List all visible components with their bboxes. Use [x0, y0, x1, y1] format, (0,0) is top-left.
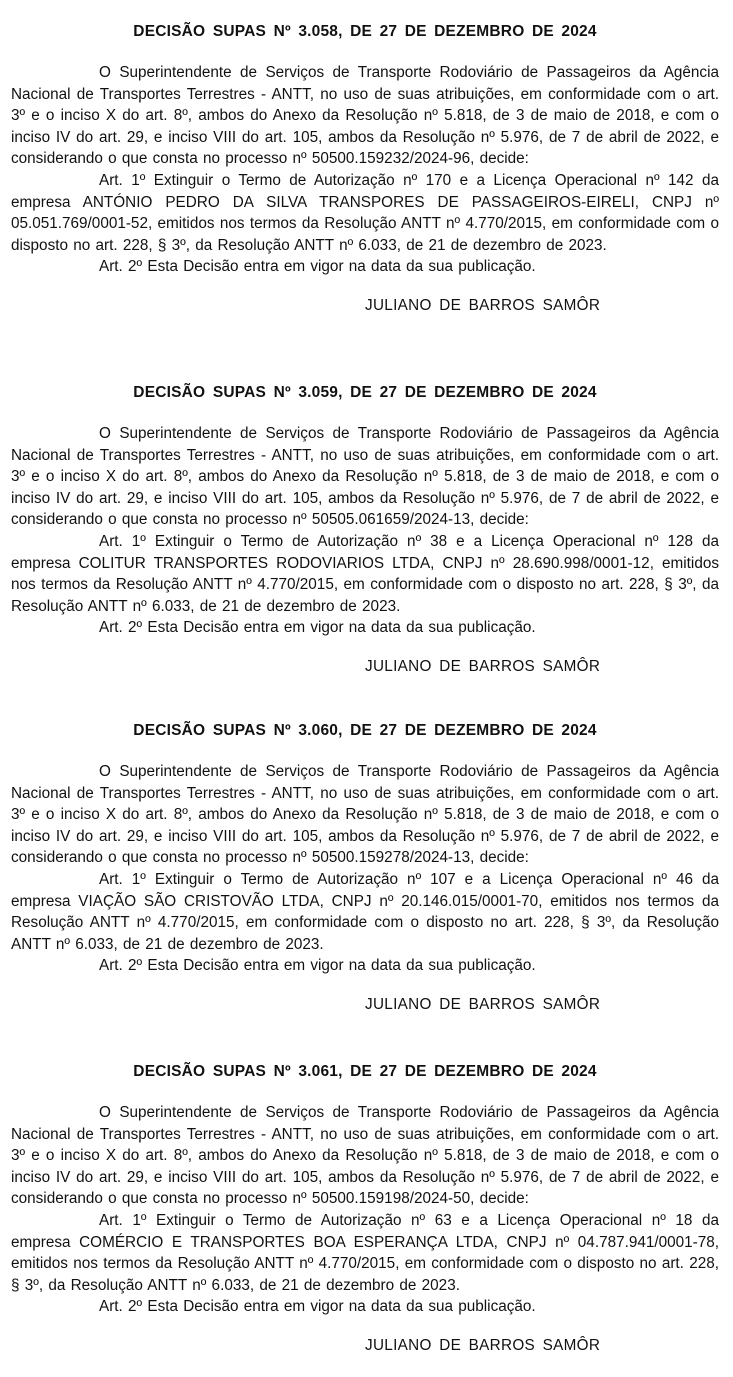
article-1: Art. 1º Extinguir o Termo de Autorização nº 107 e a Licença Operacional nº 46 da empresa VIAÇÃO SÃO CRISTOVÃO LTDA, CNPJ nº 20.146.015/0001-70, emitidos nos termos da Resolução ANTT nº 4.770/2015, em conformidade com o disposto no art. 228, § 3º, da Resolução ANTT nº 6.033, de 21 de dezembro de 2023. — [11, 870, 719, 953]
signature: JULIANO DE BARROS SAMÔR — [365, 657, 601, 675]
decision-3059 — [11, 383, 719, 677]
signature: JULIANO DE BARROS SAMÔR — [365, 995, 601, 1013]
article-1: Art. 1º Extinguir o Termo de Autorização nº 170 e a Licença Operacional nº 142 da empresa ANTÓNIO PEDRO DA SILVA TRANSPORES DE PASSAGEIROS-EIRELI, CNPJ nº 05.051.769/0001-52, emitidos nos termos da Resolução ANTT nº 4.770/2015, em conformidade com o disposto no art. 228, § 3º, da Resolução ANTT nº 6.033, de 21 de dezembro de 2023. — [11, 171, 719, 254]
decision-3061 — [11, 1062, 719, 1356]
article-2: Art. 2º Esta Decisão entra em vigor na data da sua publicação. — [99, 1298, 536, 1316]
decision-preamble: O Superintendente de Serviços de Transporte Rodoviário de Passageiros da Agência Nacional de Transportes Terrestres - ANTT, no uso de suas atribuições, em conformidade com o art. 3º e o inciso X do art. 8º, ambos do Anexo da Resolução nº 5.818, de 3 de maio de 2018, e com o inciso IV do art. 29, e inciso VIII do art. 105, ambos da Resolução nº 5.976, de 7 de abril de 2022, e considerando o que consta no processo nº 50500.159232/2024-96, decide: — [11, 64, 719, 168]
decision-title: DECISÃO SUPAS Nº 3.059, DE 27 DE DEZEMBRO DE 2024 — [133, 384, 597, 401]
decision-title: DECISÃO SUPAS Nº 3.061, DE 27 DE DEZEMBRO DE 2024 — [133, 1063, 597, 1080]
article-1: Art. 1º Extinguir o Termo de Autorização nº 38 e a Licença Operacional nº 128 da empresa COLITUR TRANSPORTES RODOVIARIOS LTDA, CNPJ nº 28.690.998/0001-12, emitidos nos termos da Resolução ANTT nº 4.770/2015, em conformidade com o disposto no art. 228, § 3º, da Resolução ANTT nº 6.033, de 21 de dezembro de 2023. — [11, 532, 719, 615]
article-1: Art. 1º Extinguir o Termo de Autorização nº 63 e a Licença Operacional nº 18 da empresa COMÉRCIO E TRANSPORTES BOA ESPERANÇA LTDA, CNPJ nº 04.787.941/0001-78, emitidos nos termos da Resolução ANTT nº 4.770/2015, em conformidade com o disposto no art. 228, § 3º, da Resolução ANTT nº 6.033, de 21 de dezembro de 2023. — [11, 1211, 719, 1294]
signature: JULIANO DE BARROS SAMÔR — [365, 1336, 601, 1354]
decision-preamble: O Superintendente de Serviços de Transporte Rodoviário de Passageiros da Agência Nacional de Transportes Terrestres - ANTT, no uso de suas atribuições, em conformidade com o art. 3º e o inciso X do art. 8º, ambos do Anexo da Resolução nº 5.818, de 3 de maio de 2018, e com o inciso IV do art. 29, e inciso VIII do art. 105, ambos da Resolução nº 5.976, de 7 de abril de 2022, e considerando o que consta no processo nº 50505.061659/2024-13, decide: — [11, 425, 719, 529]
article-2: Art. 2º Esta Decisão entra em vigor na data da sua publicação. — [99, 258, 536, 276]
decision-title: DECISÃO SUPAS Nº 3.058, DE 27 DE DEZEMBRO DE 2024 — [133, 23, 597, 40]
article-2: Art. 2º Esta Decisão entra em vigor na data da sua publicação. — [99, 619, 536, 637]
decision-3058 — [11, 22, 719, 316]
decision-preamble: O Superintendente de Serviços de Transporte Rodoviário de Passageiros da Agência Nacional de Transportes Terrestres - ANTT, no uso de suas atribuições, em conformidade com o art. 3º e o inciso X do art. 8º, ambos do Anexo da Resolução nº 5.818, de 3 de maio de 2018, e com o inciso IV do art. 29, e inciso VIII do art. 105, ambos da Resolução nº 5.976, de 7 de abril de 2022, e considerando o que consta no processo nº 50500.159278/2024-13, decide: — [11, 763, 719, 867]
signature: JULIANO DE BARROS SAMÔR — [365, 296, 601, 314]
article-2: Art. 2º Esta Decisão entra em vigor na data da sua publicação. — [99, 957, 536, 975]
decision-preamble: O Superintendente de Serviços de Transporte Rodoviário de Passageiros da Agência Nacional de Transportes Terrestres - ANTT, no uso de suas atribuições, em conformidade com o art. 3º e o inciso X do art. 8º, ambos do Anexo da Resolução nº 5.818, de 3 de maio de 2018, e com o inciso IV do art. 29, e inciso VIII do art. 105, ambos da Resolução nº 5.976, de 7 de abril de 2022, e considerando o que consta no processo nº 50500.159198/2024-50, decide: — [11, 1104, 719, 1208]
decision-3060 — [11, 721, 719, 1015]
decision-title: DECISÃO SUPAS Nº 3.060, DE 27 DE DEZEMBRO DE 2024 — [133, 722, 597, 739]
